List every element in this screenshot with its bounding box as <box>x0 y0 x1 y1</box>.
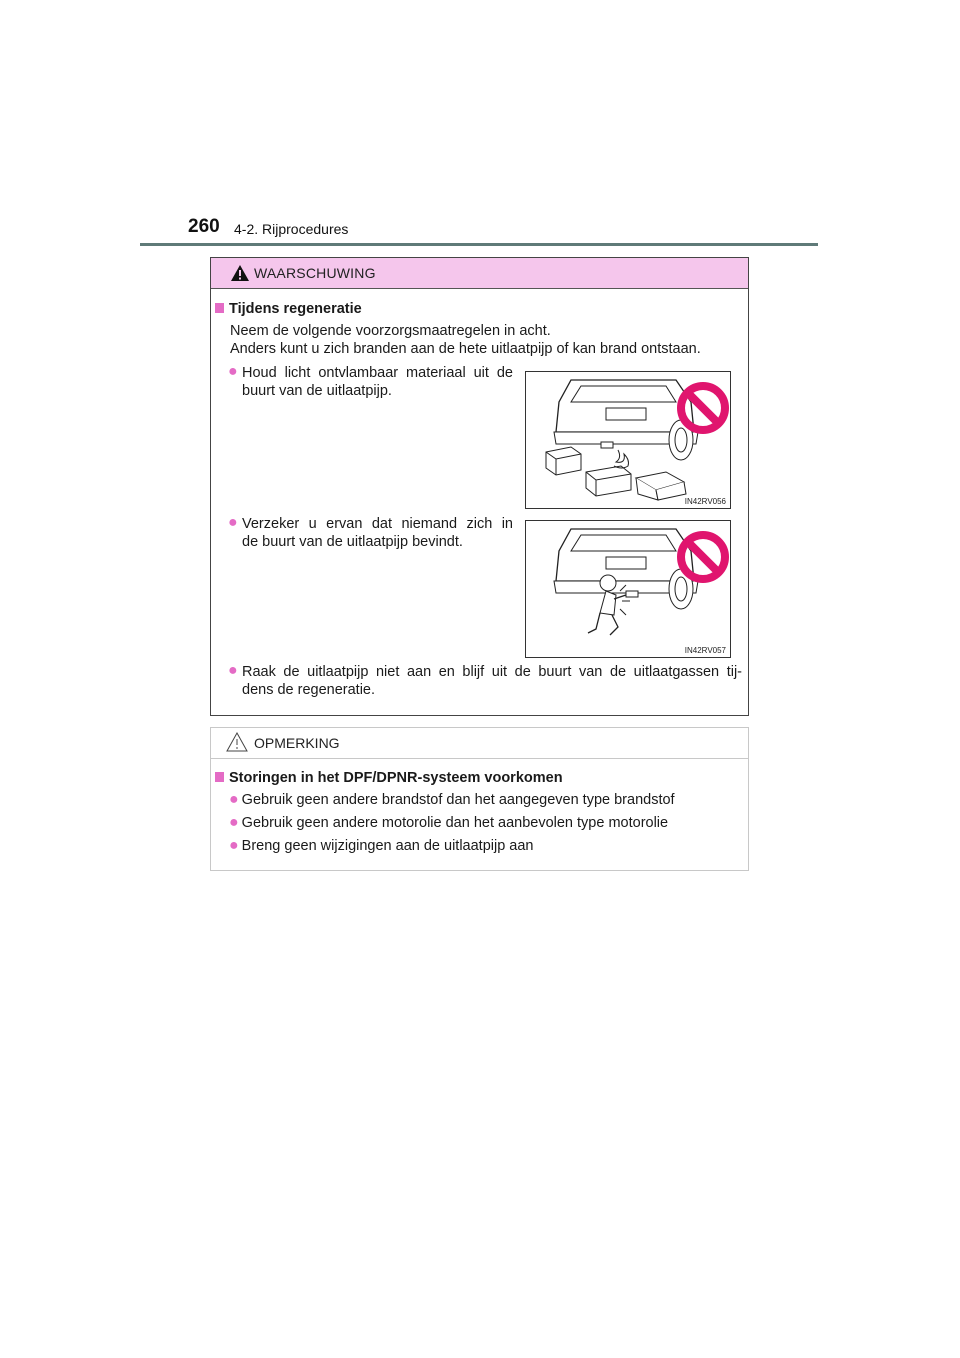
warning-triangle-icon <box>230 264 250 282</box>
warning-item-2-line-2: de buurt van de uitlaatpijp bevindt. <box>242 534 463 550</box>
note-item-text: Gebruik geen andere motorolie dan het aanbevolen type motorolie <box>241 815 669 831</box>
header-rule <box>140 243 818 246</box>
warning-item-1-line-2: buurt van de uitlaatpijp. <box>242 383 392 399</box>
bullet-dot-icon: ● <box>228 662 238 679</box>
note-header <box>211 728 748 759</box>
bullet-dot-icon: ● <box>228 363 238 380</box>
note-item <box>229 791 675 809</box>
note-item <box>229 814 668 832</box>
note-heading-text: Storingen in het DPF/DPNR-systeem voorkomen <box>229 770 563 786</box>
warning-intro-2: Anders kunt u zich branden aan de hete uitlaatpijp of kan brand ontstaan. <box>230 341 701 357</box>
illustration-code: IN42RV057 <box>684 646 726 655</box>
page-number: 260 <box>188 216 220 237</box>
section-title: 4-2. Rijprocedures <box>234 221 349 237</box>
warning-title: WAARSCHUWING <box>254 265 376 281</box>
warning-item-3-line-1: Raak de uitlaatpijp niet aan en blijf uit de buurt van de uitlaatgassen tij- <box>242 664 742 680</box>
warning-item-3-line-2: dens de regeneratie. <box>242 682 376 698</box>
warning-item-1 <box>228 363 513 400</box>
note-box <box>210 727 749 871</box>
note-item-text: Breng geen wijzigingen aan de uitlaatpijp aan <box>241 838 534 854</box>
bullet-dot-icon: ● <box>229 837 239 854</box>
warning-item-1-line-1: Houd licht ontvlambaar materiaal uit de <box>242 365 513 381</box>
warning-box <box>210 257 749 716</box>
warning-item-3 <box>228 662 742 699</box>
illustration-person-near-exhaust <box>525 520 731 658</box>
note-item-text: Gebruik geen andere brandstof dan het aangegeven type brandstof <box>241 792 675 808</box>
warning-heading-text: Tijdens regeneratie <box>229 301 362 317</box>
illustration-flammable-materials <box>525 371 731 509</box>
warning-heading <box>215 301 362 317</box>
note-title: OPMERKING <box>254 735 340 751</box>
note-item <box>229 837 534 855</box>
illustration-code: IN42RV056 <box>684 497 726 506</box>
warning-item-2-line-1: Verzeker u ervan dat niemand zich in <box>242 516 513 532</box>
square-bullet-icon <box>215 303 224 313</box>
bullet-dot-icon: ● <box>229 814 239 831</box>
bullet-dot-icon: ● <box>229 791 239 808</box>
warning-item-2 <box>228 514 513 551</box>
caution-outline-icon <box>226 732 248 752</box>
note-heading <box>215 770 563 786</box>
warning-intro-1: Neem de volgende voorzorgsmaatregelen in acht. <box>230 323 551 339</box>
square-bullet-icon <box>215 772 224 782</box>
warning-header <box>211 258 748 289</box>
bullet-dot-icon: ● <box>228 514 238 531</box>
